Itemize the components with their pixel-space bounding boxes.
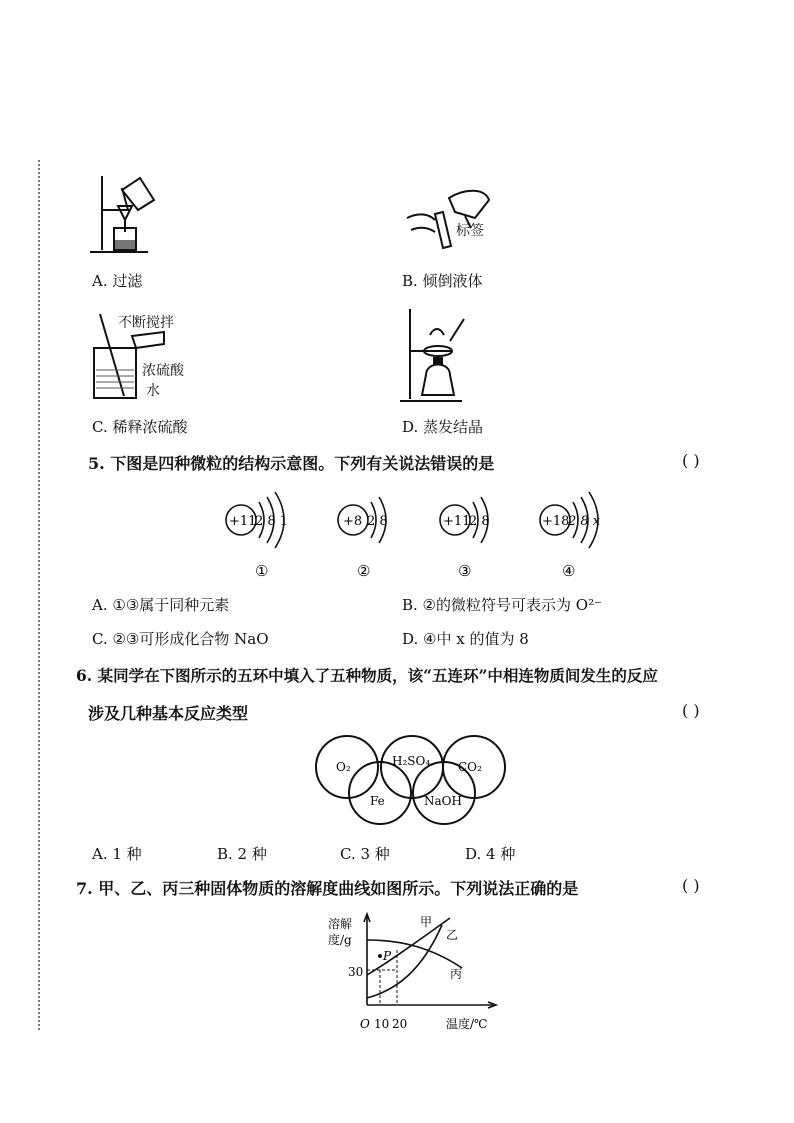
q7-stem: 7. 甲、乙、丙三种固体物质的溶解度曲线如图所示。下列说法正确的是 xyxy=(76,879,579,898)
particle-4-index: ④ xyxy=(562,562,576,580)
curve-jia xyxy=(367,918,450,975)
q4-option-d[interactable]: D. 蒸发结晶 xyxy=(402,418,484,436)
pouring-liquid-figure xyxy=(405,178,495,258)
binding-margin-dotted-line xyxy=(38,160,40,1030)
curve-label-jia: 甲 xyxy=(420,915,433,929)
q6-option-d[interactable]: D. 4 种 xyxy=(465,845,516,863)
q5-option-a[interactable]: A. ①③属于同种元素 xyxy=(92,596,230,614)
q5-option-c[interactable]: C. ②③可形成化合物 NaO xyxy=(92,630,269,648)
filtration-apparatus-figure xyxy=(88,170,178,262)
particle-3-index: ③ xyxy=(458,562,472,580)
q4-option-b[interactable]: B. 倾倒液体 xyxy=(402,272,483,290)
particle-2-shells: 2 8 xyxy=(367,514,388,529)
q4-option-c[interactable]: C. 稀释浓硫酸 xyxy=(92,418,188,436)
evaporation-figure xyxy=(400,305,480,407)
graph-origin: O xyxy=(360,1017,370,1031)
five-ring-diagram xyxy=(312,733,512,828)
graph-xtick-20: 20 xyxy=(392,1017,408,1031)
ring-h2so4-label: H₂SO₄ xyxy=(392,754,431,768)
particle-2-index: ② xyxy=(357,562,371,580)
label-tag: 标签 xyxy=(456,223,484,239)
graph-point-p: P xyxy=(383,949,392,963)
q7-answer-paren[interactable]: ( ) xyxy=(682,876,700,895)
q4-option-a[interactable]: A. 过滤 xyxy=(92,272,143,290)
water-tag: 水 xyxy=(146,383,160,399)
ring-fe xyxy=(349,762,411,824)
q6-stem-line2: 涉及几种基本反应类型 xyxy=(88,704,249,723)
ring-o2-label: O₂ xyxy=(336,760,351,774)
graph-ylabel-line1: 溶解 xyxy=(328,917,353,931)
point-p-marker xyxy=(378,954,382,958)
q5-option-d[interactable]: D. ④中 x 的值为 8 xyxy=(402,630,529,648)
graph-ylabel-line2: 度/g xyxy=(328,933,352,947)
q5-answer-paren[interactable]: ( ) xyxy=(682,451,700,470)
graph-xtick-10: 10 xyxy=(374,1017,390,1031)
curve-label-yi: 乙 xyxy=(446,928,459,942)
curve-yi xyxy=(367,925,442,998)
q6-option-a[interactable]: A. 1 种 xyxy=(92,845,142,863)
graph-xlabel: 温度/℃ xyxy=(446,1017,488,1031)
ring-naoh-label: NaOH xyxy=(424,794,462,808)
ring-co2-label: CO₂ xyxy=(458,760,482,774)
q5-option-b[interactable]: B. ②的微粒符号可表示为 O²⁻ xyxy=(402,596,603,614)
particle-1-shells: 2 8 1 xyxy=(255,514,289,529)
conc-sulfuric-acid-tag: 浓硫酸 xyxy=(142,363,184,379)
particle-1-index: ① xyxy=(255,562,269,580)
ring-fe-label: Fe xyxy=(370,794,385,808)
stir-constantly-tag: 不断搅拌 xyxy=(118,315,174,331)
q5-stem: 5. 下图是四种微粒的结构示意图。下列有关说法错误的是 xyxy=(88,454,495,473)
particle-1-nucleus: +11 xyxy=(229,514,257,529)
particle-4-shells: 2 8 x xyxy=(568,514,601,529)
solubility-curve-graph xyxy=(322,910,512,1035)
q6-answer-paren[interactable]: ( ) xyxy=(682,701,700,720)
particle-4-nucleus: +18 xyxy=(542,514,570,529)
particle-2-nucleus: +8 xyxy=(343,514,363,529)
particle-3-shells: 2 8 xyxy=(469,514,490,529)
q6-option-c[interactable]: C. 3 种 xyxy=(340,845,390,863)
graph-ytick-30: 30 xyxy=(348,965,364,979)
particle-3-nucleus: +11 xyxy=(443,514,471,529)
curve-label-bing: 丙 xyxy=(450,967,463,981)
q6-option-b[interactable]: B. 2 种 xyxy=(217,845,267,863)
q6-stem-line1: 6. 某同学在下图所示的五环中填入了五种物质，该“五连环”中相连物质间发生的反应 xyxy=(76,666,658,685)
particle-structure-diagrams xyxy=(215,483,610,583)
